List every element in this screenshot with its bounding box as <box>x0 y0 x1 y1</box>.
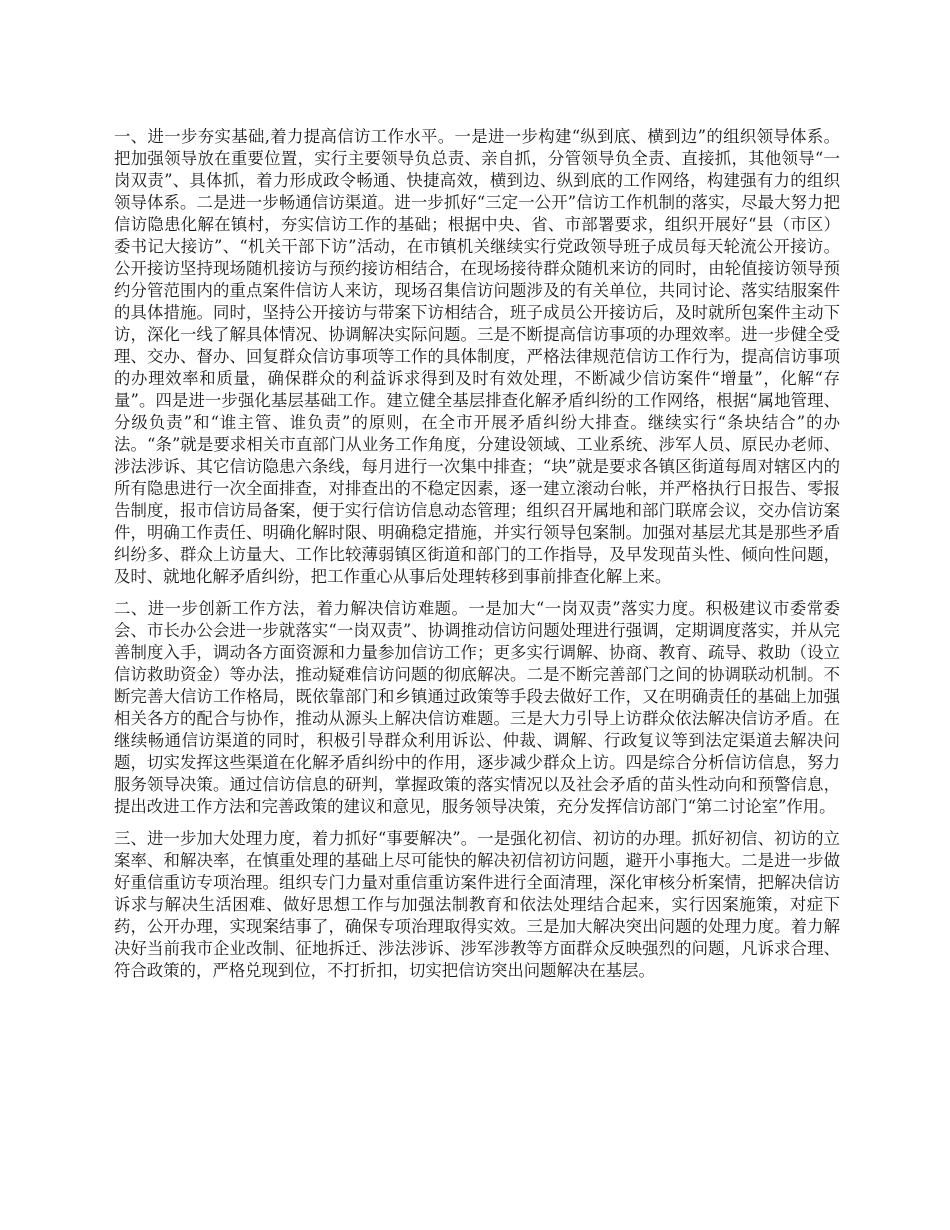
paragraph-1: 一、进一步夯实基础,着力提高信访工作水平。一是进一步构建“纵到底、横到边”的组织领导体系。把加强领导放在重要位置，实行主要领导负总责、亲自抓，分管领导负全责、直接抓，其他领导“一岗双责”、具体抓，着力形成政令畅通、快捷高效，横到边、纵到底的工作网络，构建强有力的组织领导体系。二是进一步畅通信访渠道。进一步抓好“三定一公开”信访工作机制的落实，尽最大努力把信访隐患化解在镇村，夯实信访工作的基础；根据中央、省、市部署要求，组织开展好“县（市区）委书记大接访”、“机关干部下访”活动，在市镇机关继续实行党政领导班子成员每天轮流公开接访。公开接访坚持现场随机接访与预约接访相结合，在现场接待群众随机来访的同时，由轮值接访领导预约分管范围内的重点案件信访人来访，现场召集信访问题涉及的有关单位，共同讨论、落实结服案件的具体措施。同时，坚持公开接访与带案下访相结合，班子成员公开接访后，及时就所包案件主动下访，深化一线了解具体情况、协调解决实际问题。三是不断提高信访事项的办理效率。进一步健全受理、交办、督办、回复群众信访事项等工作的具体制度，严格法律规范信访工作行为，提高信访事项的办理效率和质量，确保群众的利益诉求得到及时有效处理，不断减少信访案件“增量”，化解“存量”。四是进一步强化基层基础工作。建立健全基层排查化解矛盾纠纷的工作网络，根据“属地管理、分级负责”和“谁主管、谁负责”的原则，在全市开展矛盾纠纷大排查。继续实行“条块结合”的办法。“条”就是要求相关市直部门从业务工作角度，分建设领域、工业系统、涉军人员、原民办老师、涉法涉诉、其它信访隐患六条线，每月进行一次集中排查；“块”就是要求各镇区街道每周对辖区内的所有隐患进行一次全面排查，对排查出的不稳定因素，逐一建立滚动台帐，并严格执行日报告、零报告制度，报市信访局备案，便于实行信访信息动态管理；组织召开属地和部门联席会议，交办信访案件，明确工作责任、明确化解时限、明确稳定措施，并实行领导包案制。加强对基层尤其是那些矛盾纠纷多、群众上访量大、工作比较薄弱镇区街道和部门的工作指导，及早发现苗头性、倾向性问题，及时、就地化解矛盾纠纷，把工作重心从事后处理转移到事前排查化解上来。 <box>114 127 840 586</box>
paragraph-3: 三、进一步加大处理力度，着力抓好“事要解决”。一是强化初信、初访的办理。抓好初信、初访的立案率、和解决率，在慎重处理的基础上尽可能快的解决初信初访问题，避开小事拖大。二是进一步做好重信重访专项治理。组织专门力量对重信重访案件进行全面清理，深化审核分析案情，把解决信访诉求与解决生活困难、做好思想工作与加强法制教育和依法处理结合起来，实行因案施策，对症下药，公开办理，实现案结事了，确保专项治理取得实效。三是加大解决突出问题的处理力度。着力解决好当前我市企业改制、征地拆迁、涉法涉诉、涉军涉教等方面群众反映强烈的问题，凡诉求合理、符合政策的，严格兑现到位，不打折扣，切实把信访突出问题解决在基层。 <box>114 829 840 980</box>
paragraph-2: 二、进一步创新工作方法，着力解决信访难题。一是加大“一岗双责”落实力度。积极建议市委常委会、市长办公会进一步就落实“一岗双责”、协调推动信访问题处理进行强调，定期调度落实，并从完善制度入手，调动各方面资源和力量参加信访工作；更多实行调解、协商、教育、疏导、救助（设立信访救助资金）等办法，推动疑难信访问题的彻底解决。二是不断完善部门之间的协调联动机制。不断完善大信访工作格局，既依靠部门和乡镇通过政策等手段去做好工作，又在明确责任的基础上加强相关各方的配合与协作，推动从源头上解决信访难题。三是大力引导上访群众依法解决信访矛盾。在继续畅通信访渠道的同时，积极引导群众利用诉讼、仲裁、调解、行政复议等到法定渠道去解决问题，切实发挥这些渠道在化解矛盾纠纷中的作用，逐步减少群众上访。四是综合分析信访信息，努力服务领导决策。通过信访信息的研判，掌握政策的落实情况以及社会矛盾的苗头性动向和预警信息，提出改进工作方法和完善政策的建议和意见，服务领导决策，充分发挥信访部门“第二讨论室”作用。 <box>114 599 840 816</box>
document-body <box>114 126 840 992</box>
